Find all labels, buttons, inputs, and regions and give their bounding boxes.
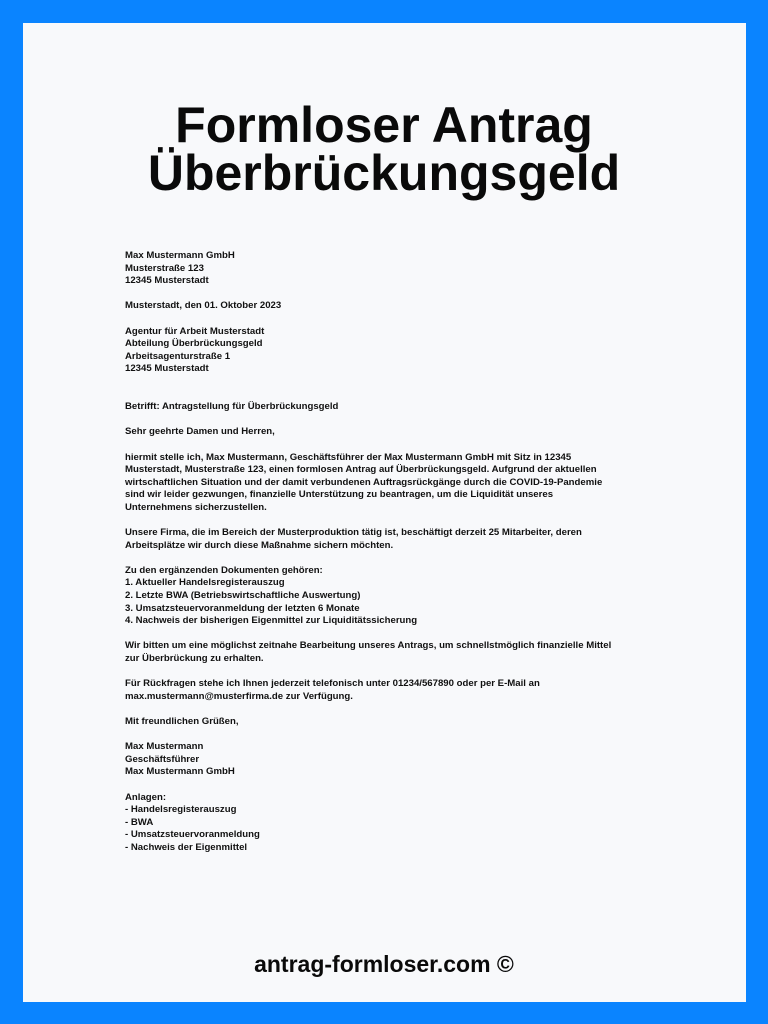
list-item: 4. Nachweis der bisherigen Eigenmittel zur Liquiditätssicherung (125, 615, 418, 627)
list-item: - Handelsregisterauszug (125, 804, 237, 816)
closing: Mit freundlichen Grüßen, (125, 715, 239, 727)
paragraph-line: Unternehmens sicherzustellen. (125, 501, 267, 513)
attachments-heading: Anlagen: (125, 791, 167, 803)
signature-block (125, 741, 665, 779)
paragraph-line: Wir bitten um eine möglichst zeitnahe Bearbeitung unseres Antrags, um schnellstmöglich finanzielle Mittel (125, 640, 612, 652)
recipient-agency: Agentur für Arbeit Musterstadt (125, 325, 265, 337)
document-title-line-2: Überbrückungsgeld (147, 145, 621, 201)
sender-city: 12345 Musterstadt (125, 275, 209, 287)
attachments-list (125, 792, 665, 855)
list-item: 3. Umsatzsteuervoranmeldung der letzten 6 Monate (125, 602, 360, 614)
recipient-department: Abteilung Überbrückungsgeld (125, 338, 263, 350)
salutation: Sehr geehrte Damen und Herren, (125, 426, 275, 438)
paragraph-line: Für Rückfragen stehe ich Ihnen jederzeit telefonisch unter 01234/567890 oder per E-Mail an (125, 678, 540, 690)
paragraph-line: Unsere Firma, die im Bereich der Musterproduktion tätig ist, beschäftigt derzeit 25 Mitarbeiter, deren (125, 527, 582, 539)
paragraph-processing (125, 640, 665, 665)
list-item: - Umsatzsteuervoranmeldung (125, 829, 260, 841)
document-title (0, 97, 768, 201)
paragraph-line: sind wir leider gezwungen, finanzielle Unterstützung zu beantragen, um die Liquidität unseres (125, 489, 554, 501)
signature-name: Max Mustermann (125, 741, 204, 753)
documents-list (125, 565, 665, 628)
signature-role: Geschäftsführer (125, 753, 200, 765)
paragraph-request (125, 452, 665, 515)
sender-street: Musterstraße 123 (125, 262, 204, 274)
sender-address (125, 250, 665, 288)
paragraph-line: Musterstadt, Musterstraße 123, einen formlosen Antrag auf Überbrückungsgeld. Aufgrund der aktuellen (125, 464, 597, 476)
list-item: - BWA (125, 816, 154, 828)
paragraph-company (125, 527, 665, 552)
sender-company: Max Mustermann GmbH (125, 250, 235, 261)
document-title-line-1: Formloser Antrag (175, 97, 593, 153)
list-item: 2. Letzte BWA (Betriebswirtschaftliche Auswertung) (125, 590, 361, 602)
letter-body (125, 250, 665, 855)
paragraph-contact (125, 678, 665, 703)
documents-intro: Zu den ergänzenden Dokumenten gehören: (125, 564, 323, 576)
paragraph-line: Arbeitsplätze wir durch diese Maßnahme sichern möchten. (125, 539, 394, 551)
list-item: - Nachweis der Eigenmittel (125, 841, 248, 853)
paragraph-line: wirtschaftlichen Situation und der damit verbundenen Auftragsrückgänge durch die COVID-19-Pandemie (125, 476, 603, 488)
recipient-city: 12345 Musterstadt (125, 363, 209, 375)
paragraph-line: hiermit stelle ich, Max Mustermann, Geschäftsführer der Max Mustermann GmbH mit Sitz in 12345 (125, 451, 572, 463)
signature-company: Max Mustermann GmbH (125, 766, 235, 778)
paragraph-line: zur Überbrückung zu erhalten. (125, 653, 264, 664)
list-item: 1. Aktueller Handelsregisterauszug (125, 577, 285, 589)
paragraph-line: max.mustermann@musterfirma.de zur Verfügung. (125, 690, 353, 702)
footer-website: antrag-formloser.com © (254, 951, 514, 977)
date-line: Musterstadt, den 01. Oktober 2023 (125, 300, 282, 312)
subject-line: Betrifft: Antragstellung für Überbrückungsgeld (125, 401, 339, 413)
recipient-street: Arbeitsagenturstraße 1 (125, 350, 231, 362)
recipient-address (125, 326, 665, 376)
